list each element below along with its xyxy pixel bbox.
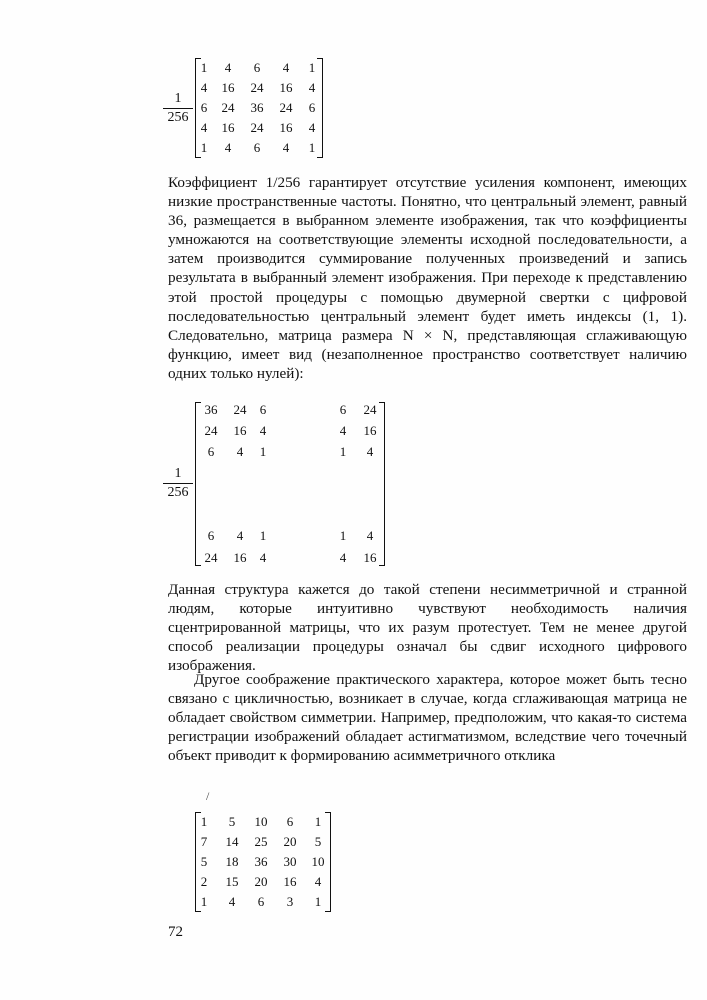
matrix-cell: 36 [250,100,264,115]
matrix-row [195,892,331,912]
matrix-cell: 16 [233,423,247,438]
matrix-cell: 4 [282,60,290,75]
fraction-bar [163,108,193,109]
matrix-row [195,118,323,138]
fraction-bar [163,483,193,484]
matrix-cell: 20 [283,834,297,849]
matrix-cell: 6 [308,100,316,115]
matrix-cell: 36 [254,854,268,869]
matrix-row [195,421,385,441]
matrix-cell: 6 [253,140,261,155]
matrix-cell: 1 [339,444,347,459]
matrix-cell: 4 [339,550,347,565]
paragraph-2-text: Данная структура кажется до такой степени несимметричной и странной людям, которые интуитивно чувствуют необходимость наличия сцентрированной матрицы, что их разум протестует. Тем не менее другой способ реализации процедуры означал бы сдвиг исходного цифрового изображения. [168,581,687,675]
matrix-cell: 36 [204,402,218,417]
matrix-cell: 4 [308,80,316,95]
matrix-cell: 4 [236,444,244,459]
fraction-numerator: 1 [174,91,182,106]
matrix-cell: 4 [228,894,236,909]
matrix-cell: 4 [200,120,208,135]
matrix-cell: 16 [363,423,377,438]
matrix-row [195,98,323,118]
matrix-cell: 1 [259,528,267,543]
matrix-cell: 3 [286,894,294,909]
matrix-cell: 6 [339,402,347,417]
matrix-cell: 6 [207,528,215,543]
matrix-cell: 4 [224,60,232,75]
matrix-cell: 10 [254,814,268,829]
matrix-cell: 4 [236,528,244,543]
matrix-row [195,872,331,892]
matrix-row [195,526,385,546]
matrix-cell: 6 [259,402,267,417]
matrix-cell: 16 [221,80,235,95]
matrix1-fraction [163,91,193,126]
page-number: 72 [168,924,183,940]
matrix-cell: 1 [200,60,208,75]
matrix-cell: 20 [254,874,268,889]
matrix-cell: 1 [200,140,208,155]
matrix-cell: 24 [363,402,377,417]
fraction-denominator: 256 [167,110,189,125]
matrix-cell: 4 [339,423,347,438]
matrix-cell: 30 [283,854,297,869]
matrix2-fraction [163,466,193,501]
matrix-cell: 16 [279,80,293,95]
matrix-cell: 4 [200,80,208,95]
matrix-cell: 7 [200,834,208,849]
matrix-row [195,78,323,98]
matrix-row [195,812,331,832]
matrix-cell: 1 [259,444,267,459]
paragraph-3-text: Другое соображение практического характера, которое может быть тесно связано с цикличностью, возникает в случае, когда сглаживающая матрица не обладает свойством симметрии. Например, предположим, что какая-то система регистрации изображений обладает астигматизмом, вследствие чего точечный объект приводит к формированию асимметричного отклика [168,671,687,765]
matrix-cell: 24 [204,423,218,438]
scan-mark: / [206,789,210,803]
paragraph-2 [168,580,687,675]
matrix-cell: 1 [200,894,208,909]
matrix-cell: 18 [225,854,239,869]
matrix-cell: 1 [339,528,347,543]
matrix-cell: 5 [200,854,208,869]
matrix-cell: 4 [366,528,374,543]
matrix3 [195,812,331,912]
matrix-cell: 4 [282,140,290,155]
matrix-cell: 6 [253,60,261,75]
matrix-row [195,58,323,78]
matrix-row [195,548,385,568]
matrix-cell: 6 [200,100,208,115]
matrix-cell: 1 [314,894,322,909]
matrix-cell: 4 [366,444,374,459]
matrix-cell: 1 [308,60,316,75]
matrix-cell: 24 [233,402,247,417]
paragraph-1 [168,173,687,383]
matrix-cell: 24 [250,80,264,95]
matrix-row [195,442,385,462]
matrix-cell: 16 [363,550,377,565]
matrix-cell: 6 [207,444,215,459]
matrix-cell: 14 [225,834,239,849]
matrix-row [195,138,323,158]
matrix-cell: 4 [259,423,267,438]
matrix-cell: 16 [283,874,297,889]
matrix1 [195,58,323,158]
matrix-cell: 24 [279,100,293,115]
matrix-cell: 25 [254,834,268,849]
matrix-cell: 10 [311,854,325,869]
matrix-row [195,832,331,852]
paragraph-3 [168,670,687,765]
fraction-numerator: 1 [174,466,182,481]
matrix-cell: 4 [314,874,322,889]
matrix-cell: 5 [314,834,322,849]
paragraph-1-text: Коэффициент 1/256 гарантирует отсутствие усиления компонент, имеющих низкие пространственные частоты. Понятно, что центральный элемент, равный 36, размещается в выбранном элементе изображения, так что коэффициенты умножаются на соответствующие элементы исходной последовательности, а затем производится суммирование полученных произведений и запись результата в выбранный элемент изображения. При переходе к представлению этой простой процедуры с помощью двумерной свертки с цифровой последовательностью центральный элемент будет иметь индексы (1, 1). Следовательно, матрица размера N × N, представляющая сглаживающую функцию, имеет вид (незаполненное пространство соответствует наличию одних только нулей): [168,174,687,382]
matrix-cell: 5 [228,814,236,829]
matrix-cell: 2 [200,874,208,889]
matrix-cell: 16 [221,120,235,135]
matrix-cell: 24 [250,120,264,135]
matrix-cell: 4 [308,120,316,135]
matrix-cell: 24 [221,100,235,115]
matrix-cell: 16 [233,550,247,565]
matrix-row [195,400,385,420]
matrix-cell: 1 [308,140,316,155]
matrix-cell: 6 [286,814,294,829]
matrix-cell: 16 [279,120,293,135]
matrix2 [195,402,385,566]
matrix-cell: 4 [259,550,267,565]
matrix-row [195,852,331,872]
matrix-cell: 1 [314,814,322,829]
matrix-cell: 6 [257,894,265,909]
matrix-cell: 24 [204,550,218,565]
matrix-cell: 4 [224,140,232,155]
fraction-denominator: 256 [167,485,189,500]
matrix-cell: 15 [225,874,239,889]
matrix-cell: 1 [200,814,208,829]
